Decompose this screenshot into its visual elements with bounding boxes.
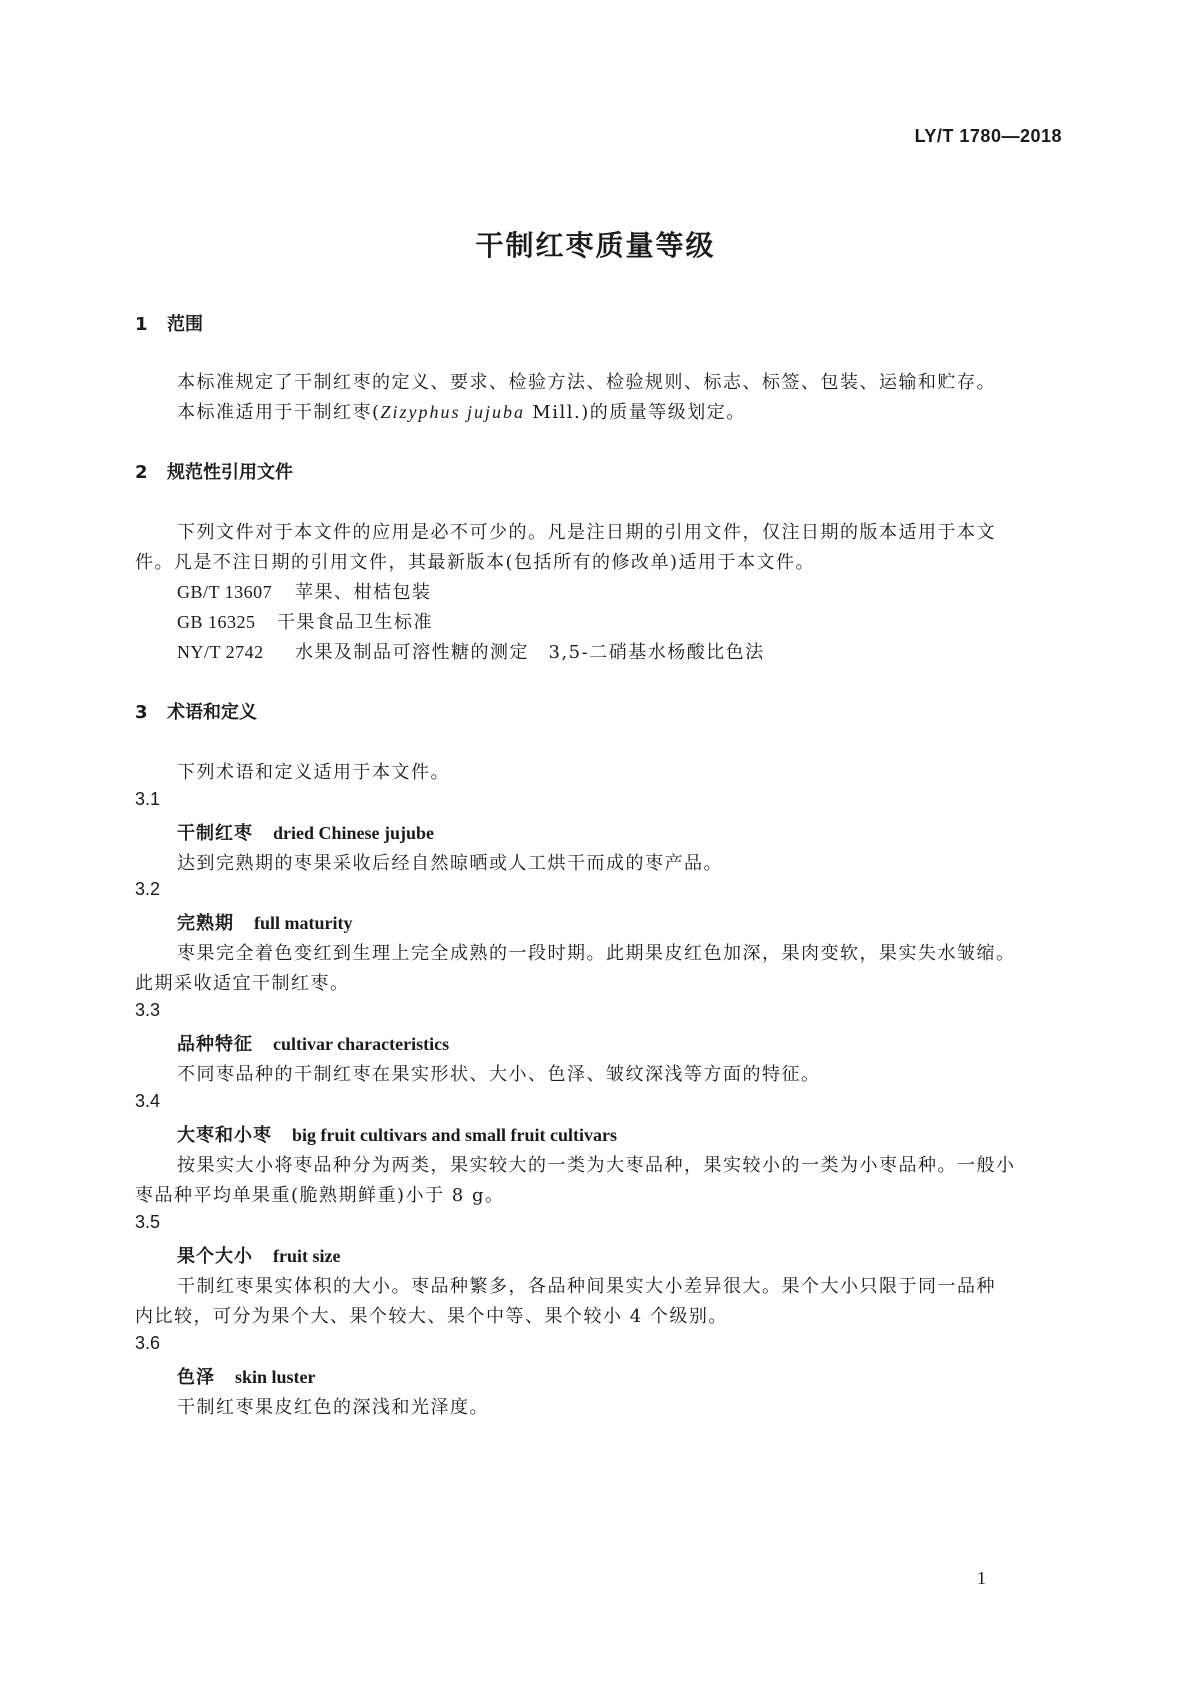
term-zh: 干制红枣 — [177, 823, 253, 844]
scope-paragraph-1: 本标准规定了干制红枣的定义、要求、检验方法、检验规则、标志、标签、包装、运输和贮存。 — [177, 372, 996, 393]
term-heading — [177, 1363, 316, 1389]
reference-name: 干果食品卫生标准 — [277, 612, 433, 633]
term-heading — [177, 1242, 340, 1268]
term-zh: 大枣和小枣 — [177, 1125, 272, 1146]
reference-code: NY/T 2742 — [177, 642, 264, 662]
term-heading — [177, 1121, 617, 1147]
term-definition-cont: 此期采收适宜干制红枣。 — [135, 973, 350, 994]
term-en: big fruit cultivars and small fruit cultivars — [292, 1125, 617, 1145]
section-heading-terms — [135, 698, 257, 724]
references-paragraph-line-1: 下列文件对于本文件的应用是必不可少的。凡是注日期的引用文件，仅注日期的版本适用于本文 — [177, 522, 996, 543]
term-number: 3.3 — [135, 1000, 161, 1020]
latin-species-name: Zizyphus jujuba — [380, 402, 526, 422]
reference-code: GB 16325 — [177, 612, 256, 632]
term-heading — [177, 1030, 449, 1056]
scope-text-a: 本标准适用于干制红枣( — [177, 402, 381, 423]
term-number: 3.4 — [135, 1091, 161, 1111]
scope-paragraph-2 — [177, 398, 746, 424]
reference-item — [177, 578, 432, 604]
references-paragraph-line-2: 件。凡是不注日期的引用文件，其最新版本(包括所有的修改单)适用于本文件。 — [135, 552, 816, 573]
term-zh: 果个大小 — [177, 1246, 253, 1267]
term-definition-cont: 枣品种平均单果重(脆熟期鲜重)小于 8 g。 — [135, 1185, 505, 1206]
term-heading — [177, 909, 353, 935]
term-definition: 干制红枣果皮红色的深浅和光泽度。 — [177, 1397, 489, 1418]
term-number: 3.5 — [135, 1212, 161, 1232]
reference-name: 水果及制品可溶性糖的测定 3,5-二硝基水杨酸比色法 — [295, 642, 765, 663]
term-zh: 品种特征 — [177, 1034, 253, 1055]
section-title: 规范性引用文件 — [167, 462, 293, 483]
scope-text-b: Mill.)的质量等级划定。 — [525, 402, 746, 423]
term-definition-cont: 内比较，可分为果个大、果个较大、果个中等、果个较小 4 个级别。 — [135, 1306, 728, 1327]
term-en: full maturity — [254, 913, 353, 933]
term-en: skin luster — [235, 1367, 316, 1387]
terms-intro: 下列术语和定义适用于本文件。 — [177, 762, 450, 783]
reference-item — [177, 638, 765, 664]
term-zh: 完熟期 — [177, 913, 234, 934]
term-definition: 不同枣品种的干制红枣在果实形状、大小、色泽、皱纹深浅等方面的特征。 — [177, 1064, 821, 1085]
section-number: 3 — [135, 702, 148, 723]
standard-number: LY/T 1780—2018 — [914, 126, 1062, 146]
reference-code: GB/T 13607 — [177, 582, 273, 602]
term-number: 3.1 — [135, 789, 161, 809]
section-title: 术语和定义 — [167, 702, 257, 723]
term-en: cultivar characteristics — [273, 1034, 450, 1054]
term-zh: 色泽 — [177, 1367, 215, 1388]
reference-name: 苹果、柑桔包装 — [295, 582, 432, 603]
section-title: 范围 — [167, 314, 203, 335]
section-heading-scope — [135, 310, 203, 336]
term-number: 3.6 — [135, 1333, 161, 1353]
document-title: 干制红枣质量等级 — [475, 229, 716, 262]
section-number: 2 — [135, 462, 148, 483]
section-heading-references — [135, 458, 293, 484]
term-definition: 干制红枣果实体积的大小。枣品种繁多，各品种间果实大小差异很大。果个大小只限于同一品种 — [177, 1276, 996, 1297]
reference-item — [177, 608, 433, 634]
term-definition: 按果实大小将枣品种分为两类，果实较大的一类为大枣品种，果实较小的一类为小枣品种。一般小 — [177, 1155, 1016, 1176]
term-heading — [177, 819, 434, 845]
term-definition: 达到完熟期的枣果采收后经自然晾晒或人工烘干而成的枣产品。 — [177, 853, 723, 874]
term-number: 3.2 — [135, 879, 161, 899]
term-definition: 枣果完全着色变红到生理上完全成熟的一段时期。此期果皮红色加深，果肉变软，果实失水皱缩。 — [177, 943, 1016, 964]
term-en: fruit size — [273, 1246, 341, 1266]
page-number: 1 — [977, 1568, 986, 1588]
term-en: dried Chinese jujube — [273, 823, 435, 843]
section-number: 1 — [135, 314, 148, 335]
